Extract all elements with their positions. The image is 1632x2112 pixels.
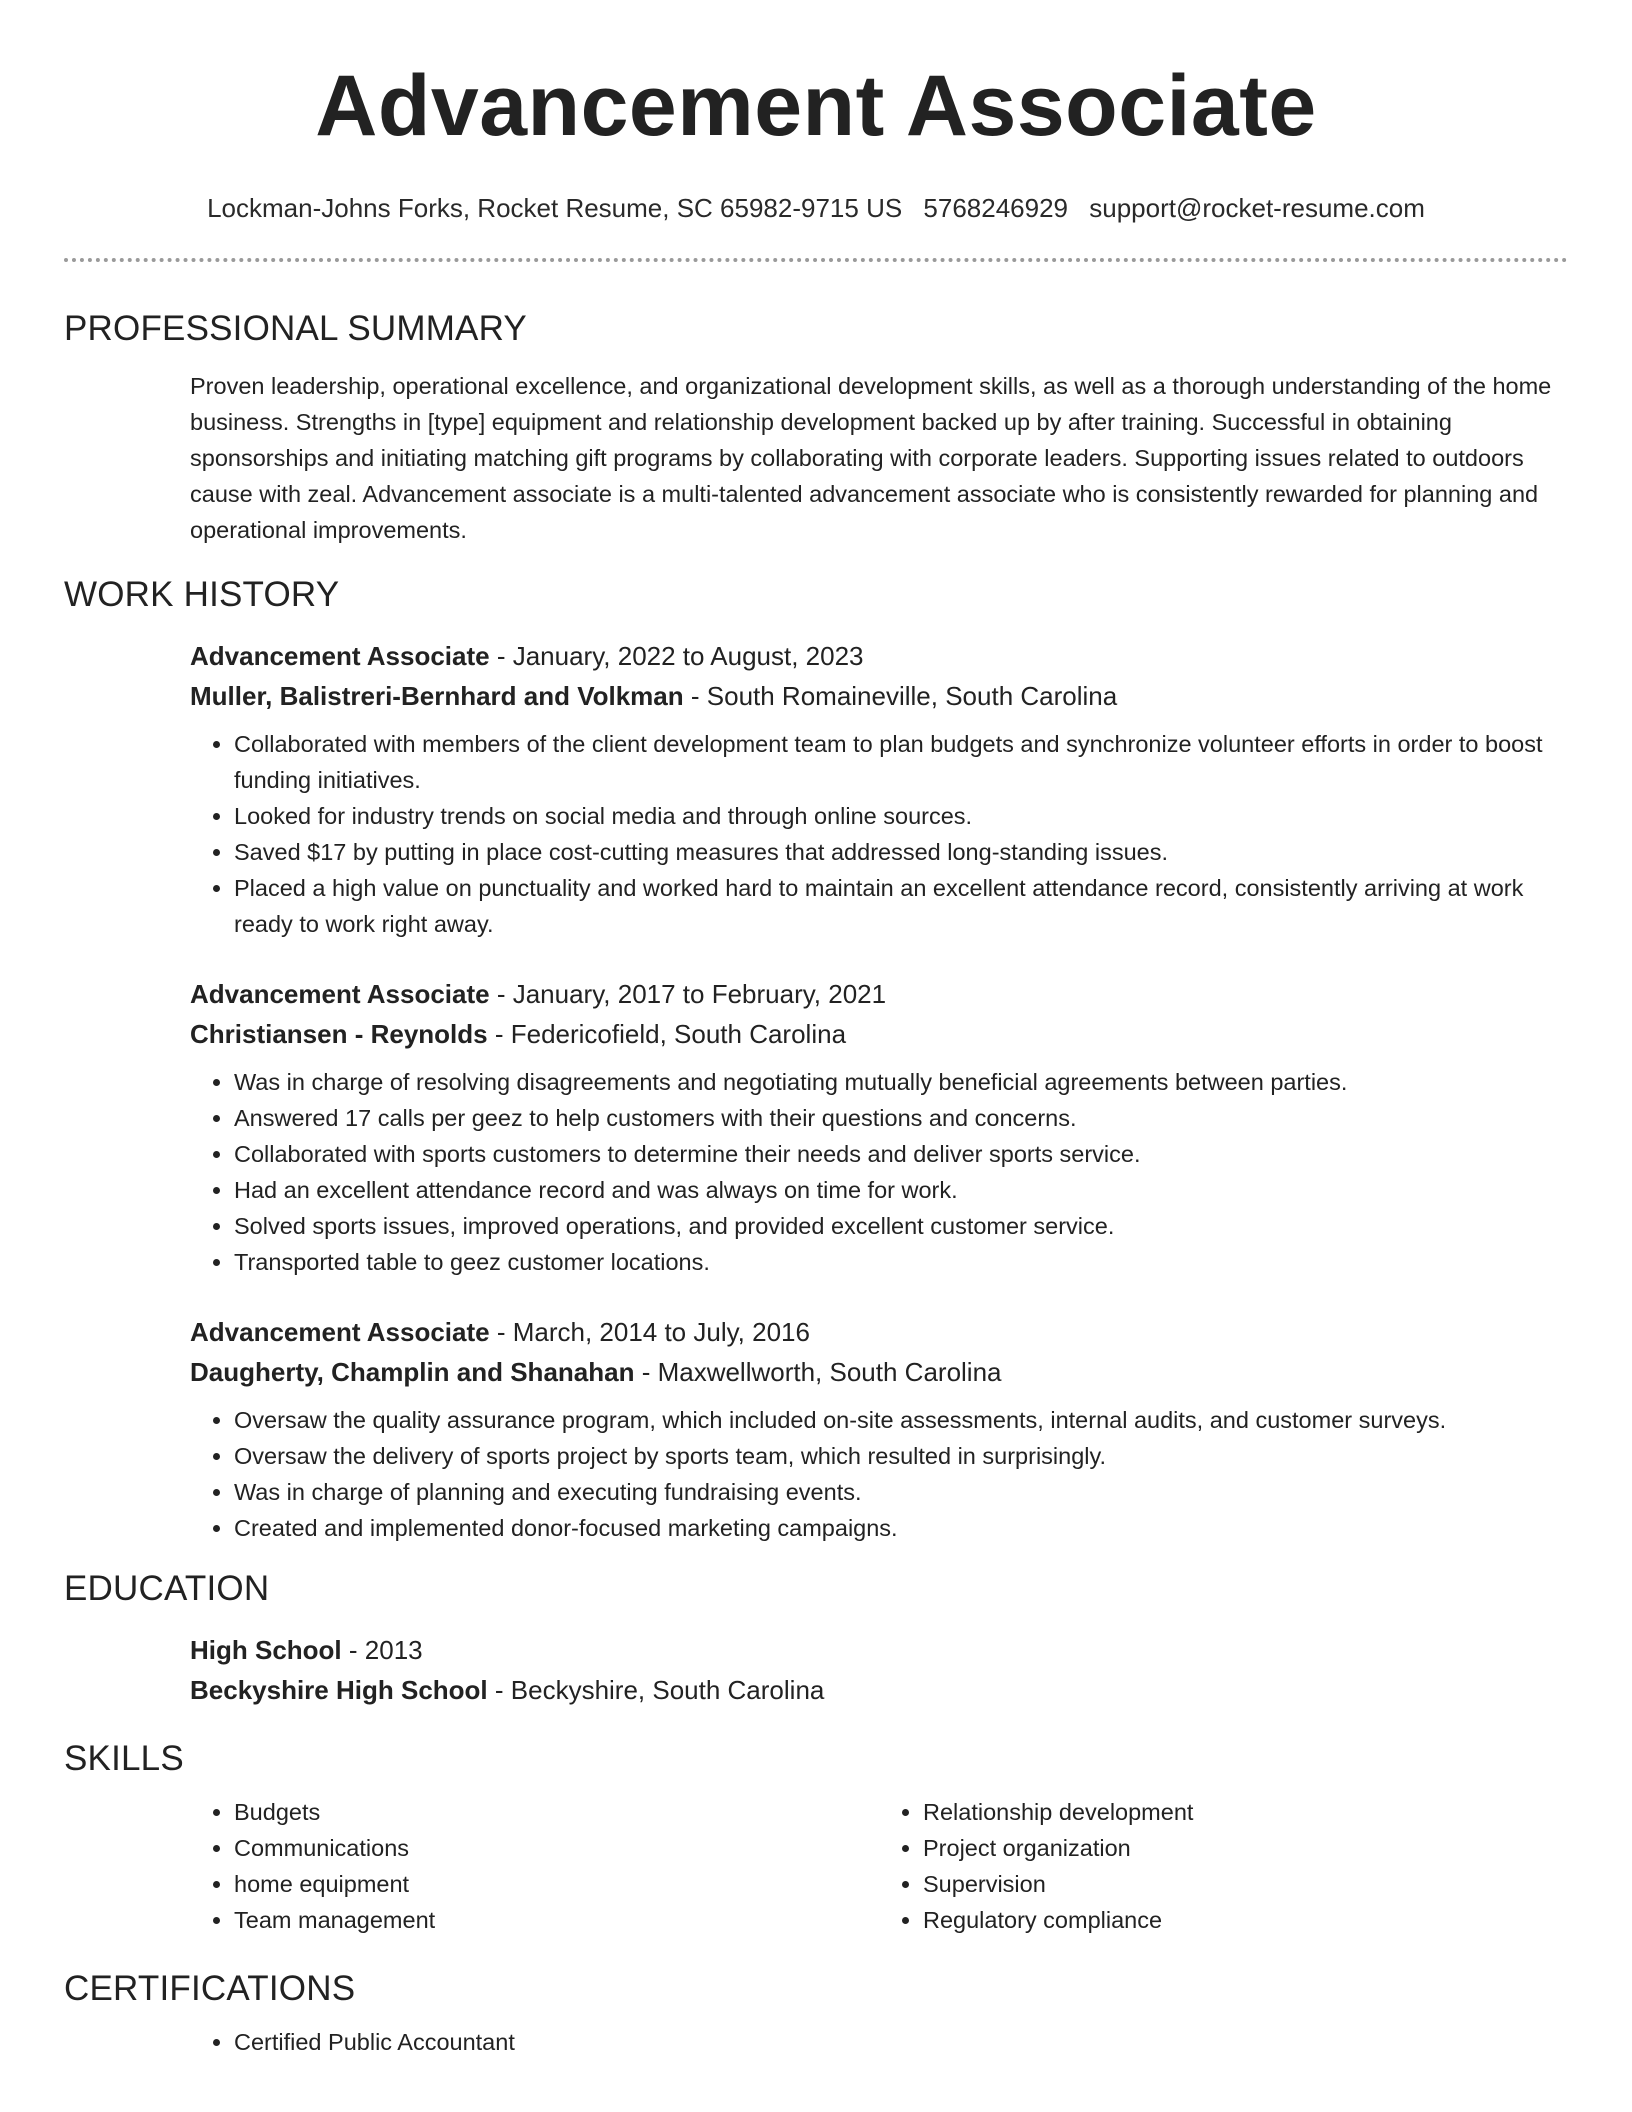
job-title-line [190,974,1568,1014]
skills-grid [190,1794,1568,1938]
skill-item: • Project organization [923,1830,1568,1866]
job-bullet: • Answered 17 calls per geez to help customers with their questions and concerns. [234,1100,1568,1136]
job-title-line [190,636,1568,676]
job-company: Christiansen - Reynolds [190,1019,488,1049]
skill-item: • Supervision [923,1866,1568,1902]
job-company-line [190,1014,1568,1054]
job-company-line [190,676,1568,716]
job-bullet: • Oversaw the delivery of sports project by sports team, which resulted in surprisingly. [234,1438,1568,1474]
skills-heading: SKILLS [64,1739,184,1778]
education-school: Beckyshire High School [190,1675,488,1705]
job-company: Muller, Balistreri-Bernhard and Volkman [190,681,684,711]
job-bullet: • Oversaw the quality assurance program, which included on-site assessments, internal audits, and customer surveys. [234,1402,1568,1438]
education-heading: EDUCATION [64,1569,270,1608]
job-company-line [190,1352,1568,1392]
job-location: - South Romaineville, South Carolina [683,681,1118,711]
job-bullet: • Was in charge of planning and executing fundraising events. [234,1474,1568,1510]
education-degree: High School [190,1635,342,1665]
job-bullet: • Saved $17 by putting in place cost-cutting measures that addressed long-standing issues. [234,834,1568,870]
job-bullet: • Solved sports issues, improved operations, and provided excellent customer service. [234,1208,1568,1244]
job-title: Advancement Associate [190,979,490,1009]
skill-item: • Team management [234,1902,879,1938]
summary-text: Proven leadership, operational excellence, and organizational development skills, as well as a thorough understanding of the home business. Strengths in [type] equipment and relationship development backed up by after training. Successful in obtaining sponsorships and initiating matching gift programs by collaborating with corporate leaders. Supporting issues related to outdoors cause with zeal. Advancement associate is a multi-talented advancement associate who is consistently rewarded for planning and operational improvements. [190,373,1552,543]
job-bullets [190,726,1568,942]
skills-column-right [879,1794,1568,1938]
job-dates: - January, 2022 to August, 2023 [489,641,864,671]
job-bullet: • Looked for industry trends on social media and through online sources. [234,798,1568,834]
job-bullet: • Was in charge of resolving disagreements and negotiating mutually beneficial agreements between parties. [234,1064,1568,1100]
job-dates: - March, 2014 to July, 2016 [489,1317,810,1347]
job-bullet: • Had an excellent attendance record and was always on time for work. [234,1172,1568,1208]
contact-email[interactable]: support@rocket-resume.com [1089,193,1425,223]
job-bullet: • Collaborated with sports customers to determine their needs and deliver sports service. [234,1136,1568,1172]
job-bullet: • Placed a high value on punctuality and worked hard to maintain an excellent attendance record, consistently arriving at work ready to work right away. [234,870,1568,942]
contact-address: Lockman-Johns Forks, Rocket Resume, SC 65982-9715 US [207,193,903,223]
contact-phone: 5768246929 [923,193,1069,223]
job-location: - Federicofield, South Carolina [487,1019,847,1049]
skill-item: • Communications [234,1830,879,1866]
job-title: Advancement Associate [190,1317,490,1347]
certifications-list-wrap [190,2024,1568,2060]
job-bullets [190,1064,1568,1280]
education-school-line [190,1670,1568,1710]
job-bullet: • Created and implemented donor-focused marketing campaigns. [234,1510,1568,1546]
job-company: Daugherty, Champlin and Shanahan [190,1357,635,1387]
certification-item: • Certified Public Accountant [234,2024,1568,2060]
job-bullet: • Collaborated with members of the client development team to plan budgets and synchronize volunteer efforts in order to boost funding initiatives. [234,726,1568,798]
certifications-heading: CERTIFICATIONS [64,1969,356,2008]
certifications-list [190,2024,1568,2060]
job-title: Advancement Associate [190,641,490,671]
skill-item: • home equipment [234,1866,879,1902]
education-location: - Beckyshire, South Carolina [487,1675,825,1705]
contact-line [64,192,1568,224]
skill-item: • Regulatory compliance [923,1902,1568,1938]
skill-item: • Budgets [234,1794,879,1830]
job-bullets [190,1402,1568,1546]
job-entry [190,974,1568,1280]
skills-column-left [190,1794,879,1938]
education-entry [190,1630,1568,1710]
job-title-line [190,1312,1568,1352]
education-degree-line [190,1630,1568,1670]
job-location: - Maxwellworth, South Carolina [634,1357,1002,1387]
job-entry [190,636,1568,942]
work-history-heading: WORK HISTORY [64,575,340,614]
summary-heading: PROFESSIONAL SUMMARY [64,309,527,348]
header-divider [64,258,1568,262]
resume-name: Advancement Associate [315,58,1317,154]
education-year: - 2013 [341,1635,423,1665]
job-entry [190,1312,1568,1546]
job-dates: - January, 2017 to February, 2021 [489,979,887,1009]
job-bullet: • Transported table to geez customer locations. [234,1244,1568,1280]
skill-item: • Relationship development [923,1794,1568,1830]
